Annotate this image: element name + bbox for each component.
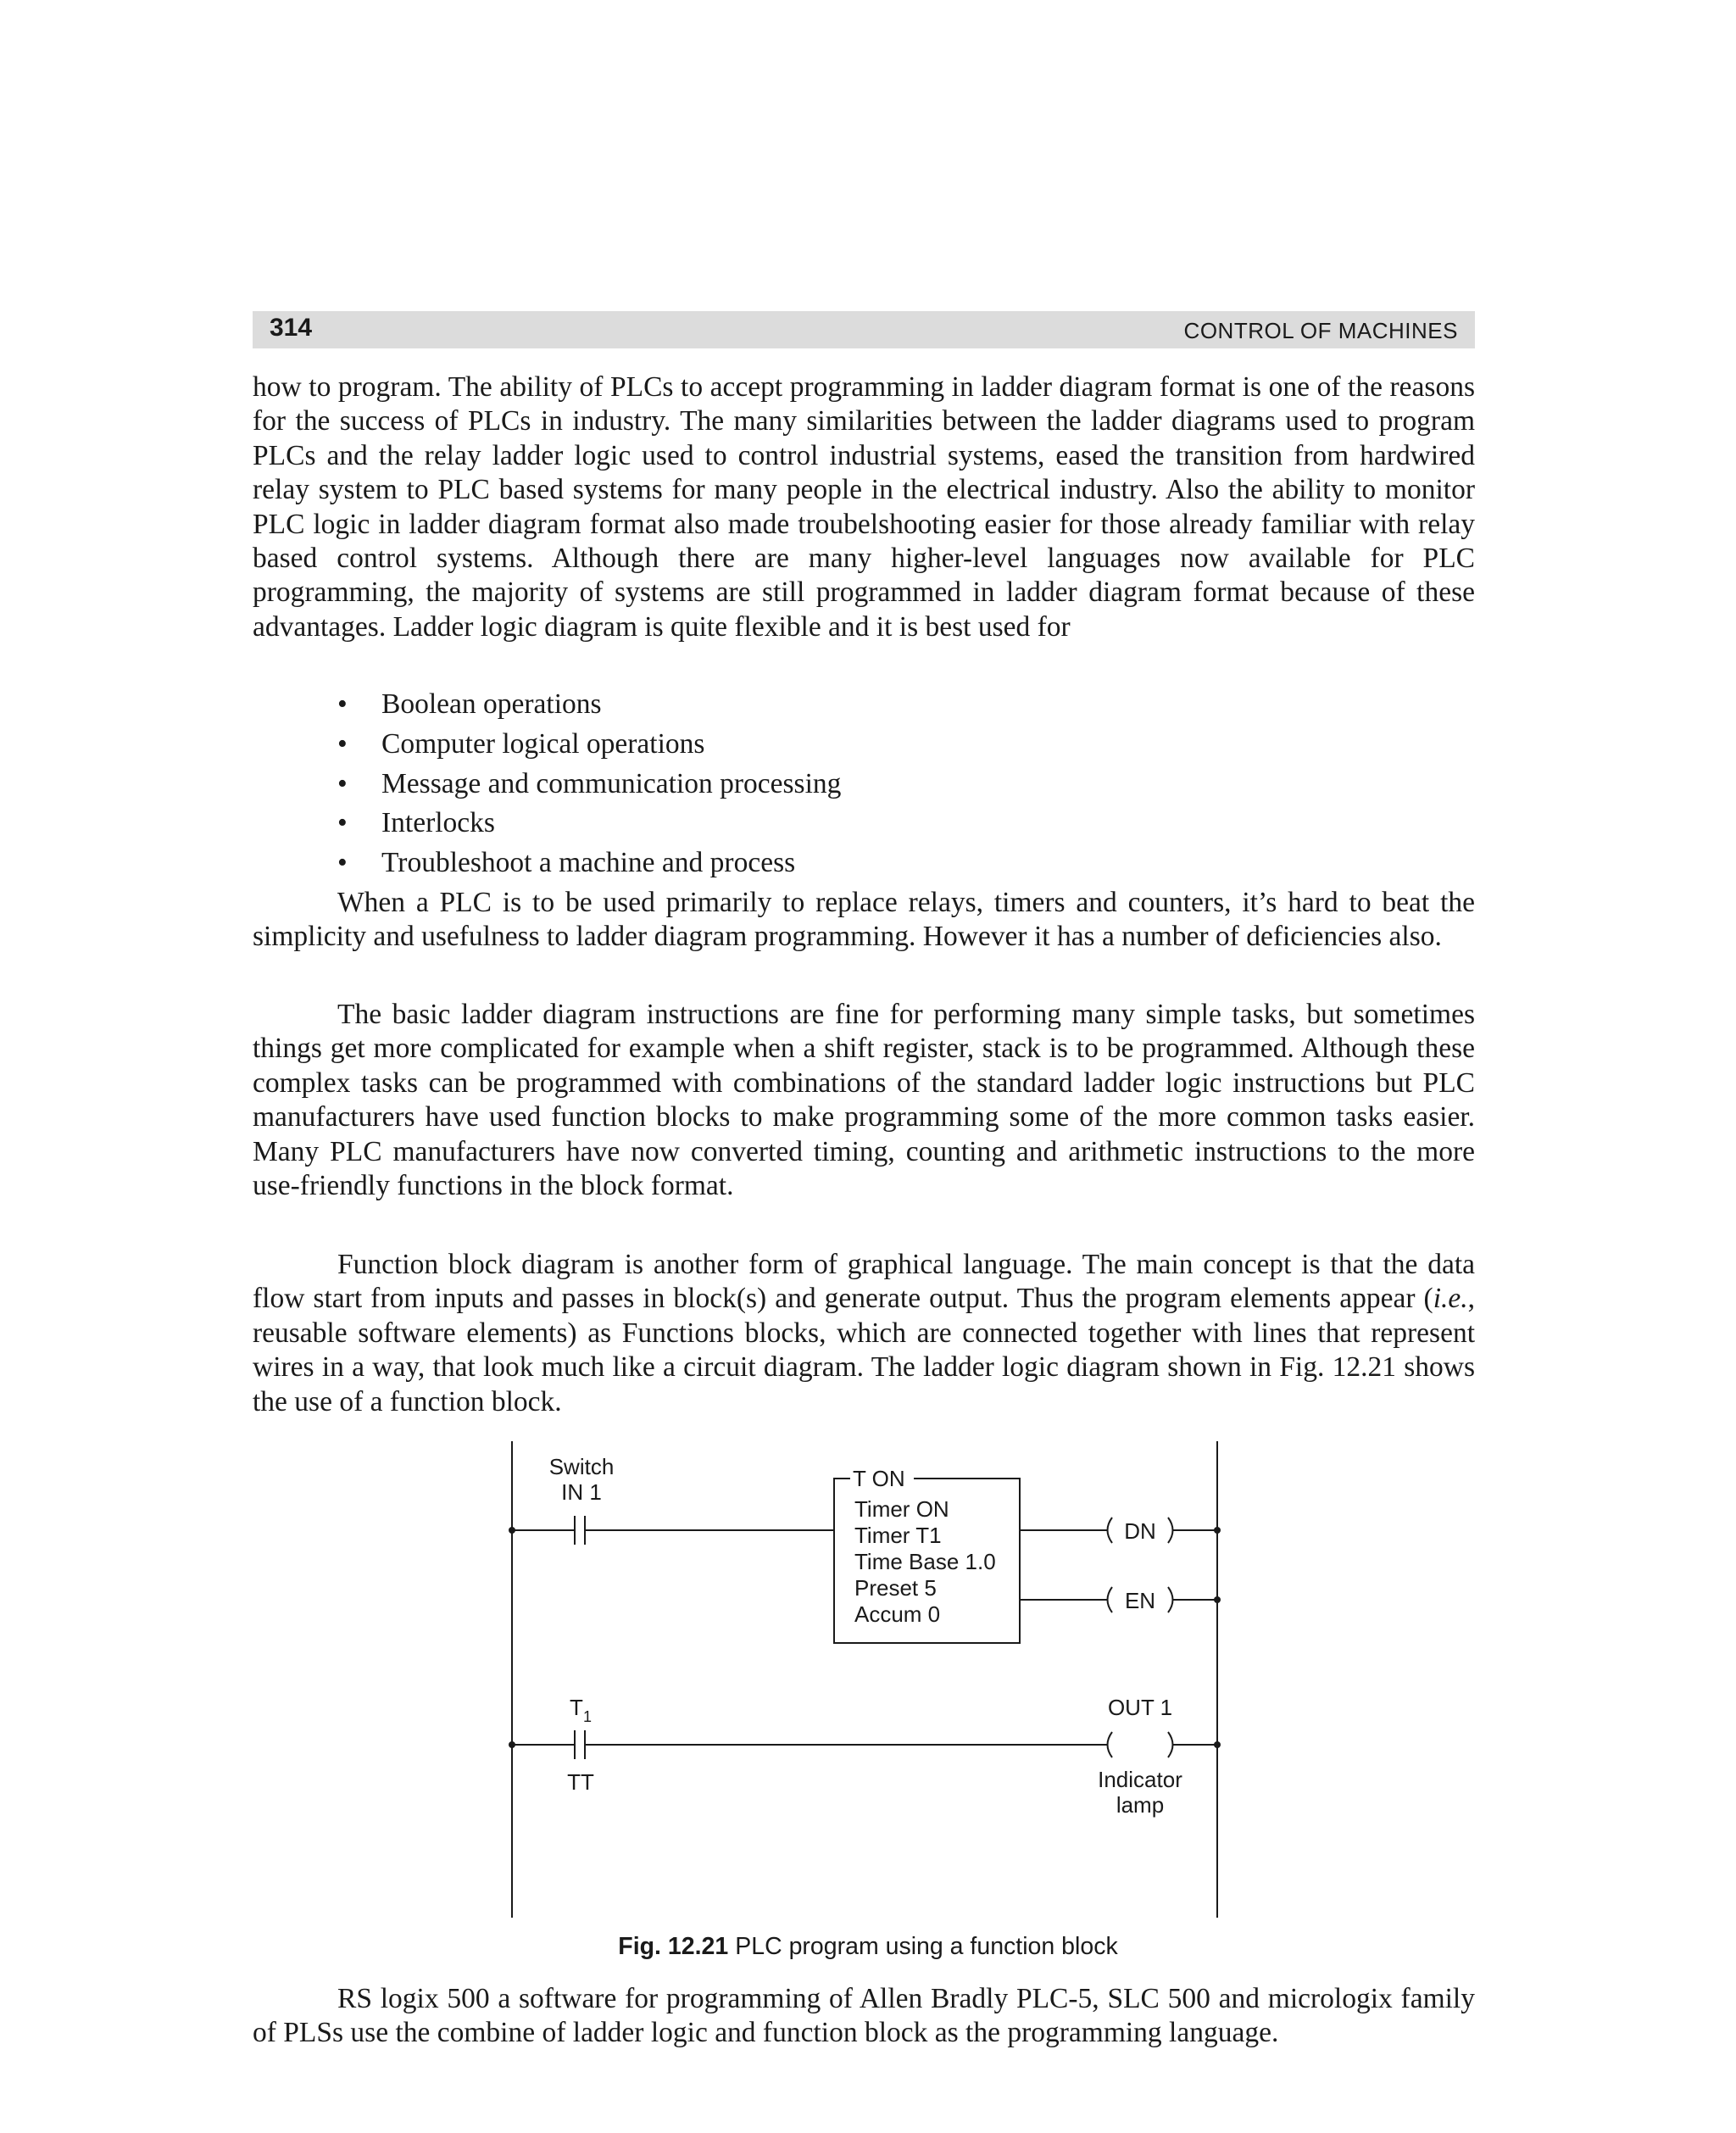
paragraph-fbd	[253, 1248, 1475, 1419]
junction-dot	[1214, 1741, 1221, 1748]
en-coil-left	[1108, 1587, 1113, 1612]
list-item: • Troubleshoot a machine and process	[337, 844, 841, 883]
t1-main: T	[570, 1695, 583, 1720]
bullet-list	[337, 685, 841, 883]
dn-coil-right	[1168, 1518, 1173, 1543]
running-head: CONTROL OF MACHINES	[1183, 318, 1458, 343]
coil-label-dn: DN	[1124, 1518, 1156, 1544]
paragraph-intro	[253, 370, 1475, 644]
paragraph-text: When a PLC is to be used primarily to replace relays, timers and counters, it’s hard to beat the simplicity and usefulness to ladder diagram programming. However it has a number of deficiencies also.	[253, 887, 1475, 953]
paragraph-text: how to program. The ability of PLCs to accept programming in ladder diagram format is one of the reasons for the success of PLCs in industry. The many similarities between the ladder diagrams used to program PLCs and the relay ladder logic used to control industrial systems, eased the transition from hardwired relay system to PLC based systems for many people in the electrical industry. Also the ability to monitor PLC logic in ladder diagram format also made troubelshooting easier for those already familiar with relay based control systems. Although there are many higher-level languages now available for PLC programming, the majority of systems are still programmed in ladder diagram format because of these advantages. Ladder logic diagram is quite flexible and it is best used for	[253, 371, 1475, 643]
coil-label-en: EN	[1124, 1588, 1156, 1613]
list-item: • Boolean operations	[337, 685, 841, 725]
out1-coil-left	[1108, 1732, 1113, 1757]
en-coil-right	[1168, 1587, 1173, 1612]
dn-coil-left	[1108, 1518, 1113, 1543]
coil-label-lamp: lamp	[1116, 1792, 1165, 1818]
list-item: • Message and communication processing	[337, 765, 841, 805]
block-line: Timer ON	[854, 1496, 949, 1522]
contact-label-t1	[570, 1695, 592, 1725]
coil-label-indicator: Indicator	[1098, 1767, 1182, 1792]
junction-dot	[1214, 1527, 1221, 1534]
junction-dot	[509, 1527, 515, 1534]
text-run: , reusable software elements) as Functions blocks, which are connected together with lines that represent wires in a way, that look much like a circuit diagram. The ladder logic diagram shown in Fig. 12.21 shows the use of a function block.	[253, 1283, 1475, 1417]
paragraph-text: RS logix 500 a software for programming of Allen Bradly PLC-5, SLC 500 and micrologix family of PLSs use the combine of ladder logic and function block as the programming language.	[253, 1983, 1475, 2049]
list-item: • Interlocks	[337, 804, 841, 844]
text-run: Function block diagram is another form of graphical language. The main concept is that the data flow start from inputs and passes in block(s) and generate output. Thus the program elements appear (	[253, 1249, 1475, 1315]
junction-dot	[1214, 1596, 1221, 1603]
contact-label-in1: IN 1	[561, 1479, 602, 1505]
coil-label-out1: OUT 1	[1107, 1695, 1173, 1720]
block-line: Time Base 1.0	[854, 1549, 996, 1574]
contact-label-tt: TT	[567, 1769, 594, 1795]
paragraph-text	[253, 1248, 1475, 1419]
page-number: 314	[270, 314, 313, 342]
paragraph-deficiencies	[253, 886, 1475, 955]
t1-subscript: 1	[582, 1708, 592, 1725]
figure-caption-text: PLC program using a function block	[735, 1933, 1118, 1960]
paragraph-function-blocks	[253, 998, 1475, 1203]
paragraph-rslogix	[253, 1982, 1475, 2051]
block-title: T ON	[853, 1466, 905, 1491]
junction-dot	[509, 1741, 515, 1748]
ladder-diagram-figure	[475, 1433, 1238, 1941]
contact-label-switch: Switch	[548, 1454, 615, 1479]
page-header	[253, 311, 1475, 348]
block-line: Preset 5	[854, 1575, 937, 1601]
italic-text: i.e.	[1433, 1283, 1468, 1315]
out1-coil-right	[1168, 1732, 1173, 1757]
figure-caption	[0, 1933, 1736, 1961]
block-line: Accum 0	[854, 1601, 941, 1627]
paragraph-text: The basic ladder diagram instructions are fine for performing many simple tasks, but sometimes things get more complicated for example when a shift register, stack is to be programmed. Although these complex tasks can be programmed with combinations of the standard ladder logic instructions but PLC manufacturers have used function blocks to make programming some of the more common tasks easier. Many PLC manufacturers have now converted timing, counting and arithmetic instructions to the more use-friendly functions in the block format.	[253, 999, 1475, 1202]
figure-number: Fig. 12.21	[618, 1933, 729, 1960]
list-item: • Computer logical operations	[337, 725, 841, 765]
block-line: Timer T1	[854, 1523, 942, 1548]
